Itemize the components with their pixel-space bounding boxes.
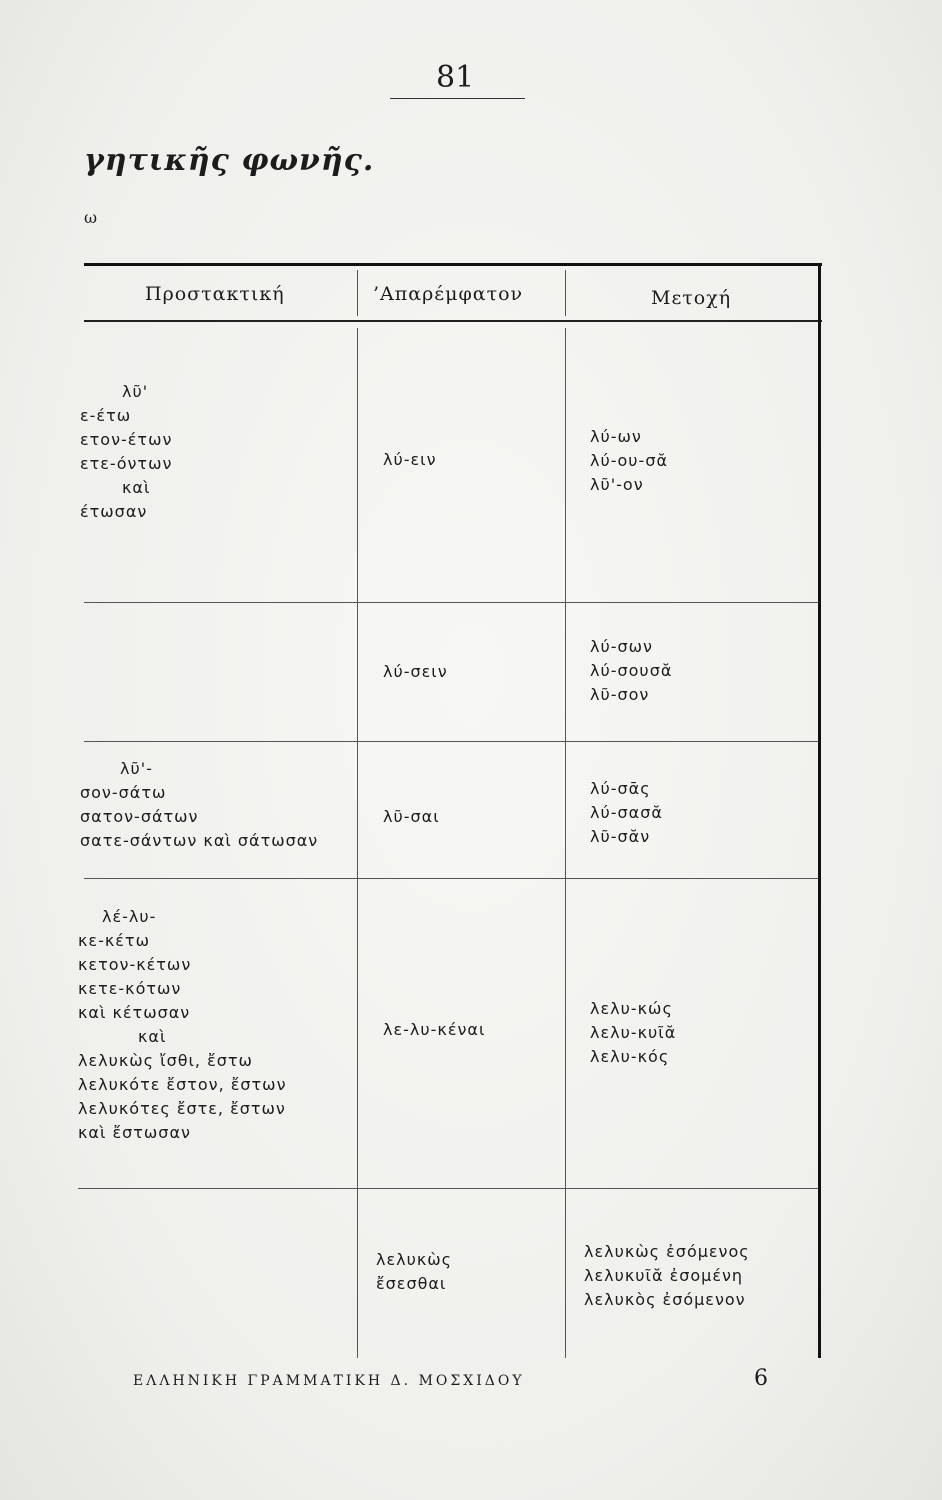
header-participle: Μετοχή	[651, 287, 732, 309]
row-divider-1	[84, 602, 818, 603]
page-number-rule	[390, 98, 525, 99]
row-3-participle	[590, 777, 663, 849]
form-line: λελυκὼς	[376, 1250, 453, 1269]
row-2-participle	[590, 635, 672, 707]
form-line: κετε-κότων	[78, 979, 182, 998]
form-line: λῦ'	[122, 382, 149, 401]
form-line: λῦ'-	[120, 759, 153, 778]
form-line: καὶ	[138, 1027, 167, 1046]
form-line: σατε-σάντων καὶ σάτωσαν	[80, 831, 319, 850]
row-1-imperative	[80, 380, 172, 524]
row-divider-2	[84, 741, 818, 742]
form-line: λελυκυῖᾰ ἐσομένη	[584, 1266, 744, 1285]
form-line: λῦ'-ον	[590, 475, 644, 494]
form-line: λῦ-σᾰν	[590, 827, 651, 846]
form-line: λύ-σασᾰ	[590, 803, 663, 822]
form-line: λελυ-κός	[590, 1047, 670, 1066]
header-divider-2	[565, 270, 566, 316]
row-4-imperative	[78, 905, 287, 1145]
row-2-infinitive	[383, 660, 448, 684]
column-divider-2	[565, 328, 566, 1358]
form-line: κε-κέτω	[78, 931, 150, 950]
form-line: λύ-σων	[590, 637, 653, 656]
form-line: καὶ κέτωσαν	[78, 1003, 191, 1022]
form-line: σατον-σάτων	[80, 807, 199, 826]
row-1-participle	[590, 425, 668, 497]
form-line: καὶ	[122, 478, 151, 497]
form-line: καὶ ἔστωσαν	[78, 1123, 191, 1142]
table-right-rule	[818, 263, 821, 1358]
page-title: γητικῆς φωνῆς.	[84, 143, 375, 178]
header-divider-1	[357, 270, 358, 316]
row-3-infinitive	[383, 805, 440, 829]
form-line: λελυκότε ἔστον, ἔστων	[78, 1075, 287, 1094]
form-line: λελυκὼς ἐσόμενος	[584, 1242, 750, 1261]
row-4-participle	[590, 997, 676, 1069]
form-line: ετε-όντων	[80, 454, 173, 473]
row-1-infinitive	[383, 448, 437, 472]
row-3-imperative	[80, 757, 318, 853]
row-5-infinitive	[376, 1248, 452, 1296]
form-line: λέ-λυ-	[102, 907, 157, 926]
form-line: λῦ-σαι	[383, 807, 440, 826]
row-divider-4	[78, 1188, 818, 1189]
form-line: λελυ-κυῖᾰ	[590, 1023, 677, 1042]
form-line: λελυ-κώς	[590, 999, 673, 1018]
form-line: λε-λυ-κέναι	[383, 1020, 486, 1039]
signature-mark: 6	[754, 1366, 768, 1391]
table-top-rule	[84, 263, 822, 266]
form-line: έτωσαν	[80, 502, 148, 521]
form-line: λύ-ου-σᾰ	[590, 451, 669, 470]
omega-mark: ω	[84, 208, 98, 227]
form-line: λύ-σειν	[383, 662, 448, 681]
form-line: ε-έτω	[80, 406, 132, 425]
row-5-participle	[584, 1240, 750, 1312]
form-line: λύ-σᾱς	[590, 779, 651, 798]
page-number: 81	[436, 60, 475, 95]
row-divider-3	[84, 878, 818, 879]
header-infinitive: ’Απαρέμφατον	[373, 283, 524, 305]
form-line: λύ-ων	[590, 427, 642, 446]
form-line: λελυκότες ἔστε, ἔστων	[78, 1099, 286, 1118]
column-divider-1	[357, 328, 358, 1358]
form-line: λύ-σουσᾰ	[590, 661, 673, 680]
form-line: λελυκὸς ἐσόμενον	[584, 1290, 746, 1309]
footer-title: ΕΛΛΗΝΙΚΗ ΓΡΑΜΜΑΤΙΚΗ Δ. ΜΟΣΧΙΔΟΥ	[133, 1373, 525, 1389]
form-line: ἔσεσθαι	[376, 1274, 447, 1293]
form-line: ετον-έτων	[80, 430, 173, 449]
form-line: λελυκὼς ἴσθι, ἔστω	[78, 1051, 253, 1070]
row-4-infinitive	[383, 1018, 485, 1042]
header-imperative: Προστακτική	[145, 283, 285, 305]
form-line: σον-σάτω	[80, 783, 167, 802]
form-line: λύ-ειν	[383, 450, 437, 469]
form-line: κετον-κέτων	[78, 955, 192, 974]
form-line: λῦ-σον	[590, 685, 650, 704]
header-rule	[84, 320, 822, 322]
